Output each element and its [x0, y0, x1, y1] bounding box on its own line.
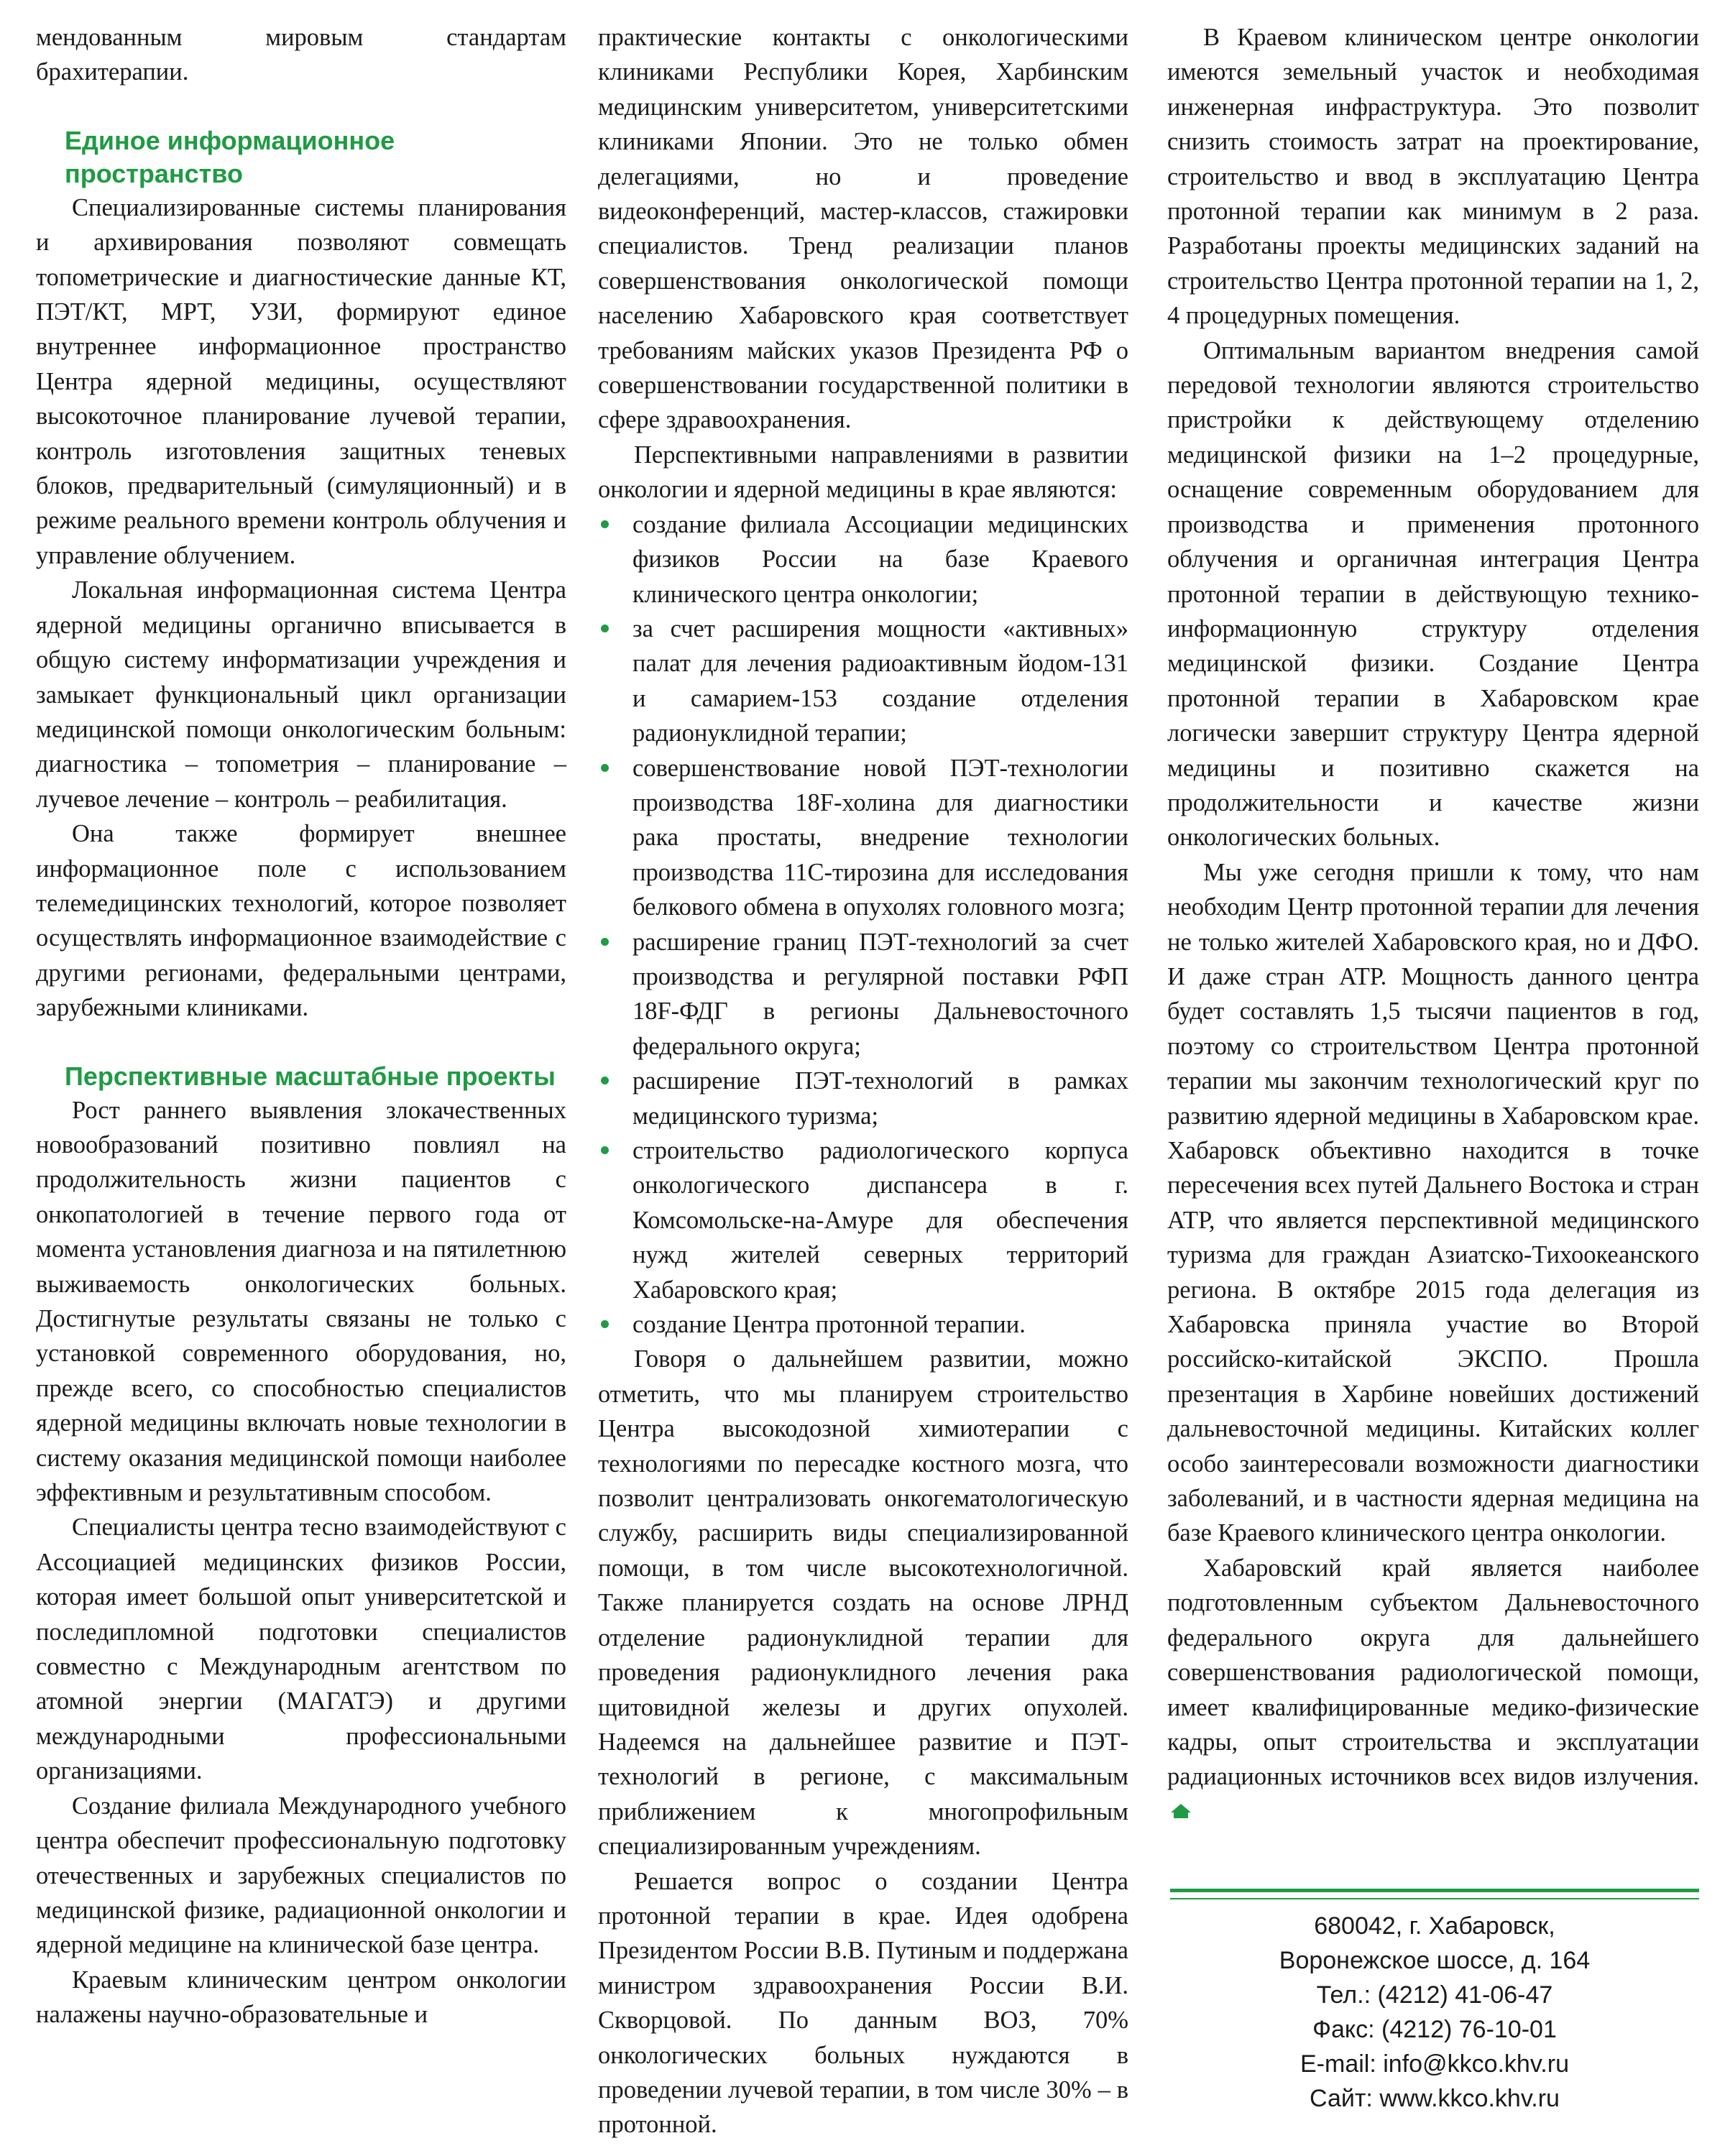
divider-thick: [1170, 1889, 1699, 1892]
divider-thin: [1170, 1898, 1699, 1899]
contact-address-street: Воронежское шоссе, д. 164: [1279, 1947, 1591, 1974]
list-item: расширение ПЭТ-технологий в рамках медицинского туризма;: [598, 1064, 1128, 1133]
list-item: строительство радиологического корпуса онкологического диспансера в г. Комсомольске-на-Амуре для обеспечения нужд жителей северных территорий Хабаровского края;: [598, 1133, 1128, 1307]
contact-phone: Тел.: (4212) 41-06-47: [1316, 1981, 1553, 2009]
contact-website: Сайт: www.kkco.khv.ru: [1310, 2085, 1560, 2112]
list-item: создание Центра протонной терапии.: [598, 1307, 1128, 1342]
paragraph-final: Хабаровский край является наиболее подготовленным субъектом Дальневосточного федерального округа для дальнейшего совершенствования радиологической помощи, имеет квалифицированные медико-физические кадры, опыт строительства и эксплуатации радиационных источников всех видов излучения.: [1167, 1551, 1699, 1829]
paragraph: Мы уже сегодня пришли к тому, что нам необходим Центр протонной терапии для лечения не только жителей Хабаровского края, но и ДФО. И даже стран АТР. Мощность данного центра будет составлять 1,5 тысячи пациентов в год, поэтому со строительством Центра протонной терапии мы закончим технологический круг по развитию ядерной медицины в Хабаровском крае. Хабаровск объективно находится в точке пересечения всех путей Дальнего Востока и стран АТР, что является перспективной медицинского туризма для граждан Азиатско-Тихоокеанского региона. В октябре 2015 года делегация из Хабаровска приняла участие во Второй российско-китайской ЭКСПО. Прошла презентация в Харбине новейших достижений дальневосточной медицины. Китайских коллег особо заинтересовали возможности диагностики заболеваний, и в частности ядерная медицина на базе Краевого клинического центра онкологии.: [1167, 858, 1699, 1547]
bullet-icon: [601, 764, 609, 772]
paragraph-continued: практические контакты с онкологическими клиниками Республики Корея, Харбинским медицинским университетом, университетскими клиниками Японии. Это не только обмен делегациями, но и проведение видеоконференций, мастер-классов, стажировки специалистов. Тренд реализации планов совершенствования онкологической помощи населению Хабаровского края соответствует требованиям майских указов Президента РФ о совершенствовании государственной политики в сфере здравоохранения.: [598, 24, 1128, 434]
paragraph-intro: мендованным мировым стандартам брахитерапии.: [36, 24, 566, 86]
list-item: совершенствование новой ПЭТ-технологии производства 18F-холина для диагностики рака простаты, внедрение технологии производства 11С-тирозина для исследования белкового обмена в опухолях головного мозга;: [598, 751, 1128, 925]
contact-fax: Факс: (4212) 76-10-01: [1312, 2016, 1557, 2043]
paragraph: Специалисты центра тесно взаимодействуют с Ассоциацией медицинских физиков России, которая имеет большой опыт университетской и последипломной подготовки специалистов совместно с Международным агентством по атомной энергии (МАГАТЭ) и другими международными профессиональными организациями.: [36, 1514, 566, 1785]
column-middle: [598, 20, 1128, 2142]
column-right: [1167, 20, 1699, 1829]
list-item: за счет расширения мощности «активных» палат для лечения радиоактивным йодом-131 и самарием-153 создание отделения радионуклидной терапии;: [598, 612, 1128, 751]
bullet-icon: [601, 1077, 609, 1084]
bullet-icon: [601, 1146, 609, 1154]
contact-email: E-mail: info@kkco.khv.ru: [1300, 2050, 1569, 2078]
bullet-icon: [601, 625, 609, 632]
paragraph: Она также формирует внешнее информационное поле с использованием телемедицинских технологий, которое позволяет осуществлять информационное взаимодействие с другими регионами, федеральными центрами, зарубежными клиниками.: [36, 820, 566, 1022]
paragraph: Оптимальным вариантом внедрения самой передовой технологии являются строительство пристройки к действующему отделению медицинской физики на 1–2 процедурные, оснащение современным оборудованием для производства и применения протонного облучения и органичная интеграция Центра протонной терапии в действующую технико-информационную структуру отделения медицинской физики. Создание Центра протонной терапии в Хабаровском крае логически завершит структуру Центра ядерной медицины и позитивно скажется на продолжительности и качестве жизни онкологических больных.: [1167, 336, 1699, 852]
paragraph: Локальная информационная система Центра ядерной медицины органично вписывается в общую систему информатизации учреждения и замыкает функциональный цикл организации медицинской помощи онкологическим больным: диагностика – топометрия – планирование – лучевое лечение – контроль – реабилитация.: [36, 576, 566, 813]
bullet-icon: [601, 1320, 609, 1328]
paragraph: Специализированные системы планирования и архивирования позволяют совмещать топометрические и диагностические данные КТ, ПЭТ/КТ, МРТ, УЗИ, формируют единое внутреннее информационное пространство Центра ядерной медицины, осуществляют высокоточное планирование лучевой терапии, контроль изготовления защитных теневых блоков, предварительный (симуляционный) и в режиме реального времени контроль облучения и управление облучением.: [36, 193, 566, 569]
paragraph: В Краевом клиническом центре онкологии имеются земельный участок и необходимая инженерная инфраструктура. Это позволит снизить стоимость затрат на проектирование, строительство и ввод в эксплуатацию Центра протонной терапии как минимум в 2 раза. Разработаны проекты медицинских заданий на строительство Центра протонной терапии на 1, 2, 4 процедурных помещения.: [1167, 24, 1699, 330]
list-item: создание филиала Ассоциации медицинских физиков России на базе Краевого клинического центра онкологии;: [598, 507, 1128, 612]
paragraph: Создание филиала Международного учебного центра обеспечит профессиональную подготовку отечественных и зарубежных специалистов по медицинской физике, радиационной онкологии и ядерной медицине на клинической базе центра.: [36, 1792, 566, 1959]
column-left: [36, 20, 566, 2032]
bullet-icon: [601, 938, 609, 946]
paragraph: Решается вопрос о создании Центра протонной терапии в крае. Идея одобрена Президентом России В.В. Путиным и поддержана министром здравоохранения России В.И. Скворцовой. По данным ВОЗ, 70% онкологических больных нуждаются в проведении лучевой терапии, в том числе 30% – в протонной.: [598, 1867, 1128, 2139]
bullet-icon: [601, 520, 609, 528]
home-icon: [1170, 1802, 1192, 1820]
paragraph: Перспективными направлениями в развитии онкологии и ядерной медицины в крае являются:: [598, 441, 1128, 504]
contact-address-city: 680042, г. Хабаровск,: [1314, 1912, 1555, 1940]
heading-perspective-projects: Перспективные масштабные проекты: [65, 1061, 556, 1091]
paragraph: Говоря о дальнейшем развитии, можно отметить, что мы планируем строительство Центра высокодозной химиотерапии с технологиями по пересадке костного мозга, что позволит централизовать онкогематологическую службу, расширить виды специализированной помощи, в том числе высокотехнологичной. Также планируется создать на основе ЛРНД отделение радионуклидной терапии для проведения радионуклидного лечения рака щитовидной железы и других опухолей. Надеемся на дальнейшее развитие и ПЭТ-технологий в регионе, с максимальным приближением к многопрофильным специализированным учреждениям.: [598, 1345, 1128, 1861]
paragraph: Краевым клиническим центром онкологии налажены научно-образовательные и: [36, 1966, 566, 2029]
contact-block: [1170, 1909, 1699, 2116]
directions-list: [598, 507, 1128, 1342]
heading-information-space: Единое информационное пространство: [65, 125, 395, 188]
paragraph: Рост раннего выявления злокачественных новообразований позитивно повлиял на продолжительность жизни пациентов с онкопатологией в течение первого года от момента установления диагноза и на пятилетнюю выживаемость онкологических больных. Достигнутые результаты связаны не только с установкой современного оборудования, но, прежде всего, со способностью специалистов ядерной медицины включать новые технологии в систему оказания медицинской помощи наиболее эффективным и результативным способом.: [36, 1096, 566, 1507]
list-item: расширение границ ПЭТ-технологий за счет производства и регулярной поставки РФП 18F-ФДГ в регионы Дальневосточного федерального округа;: [598, 925, 1128, 1064]
